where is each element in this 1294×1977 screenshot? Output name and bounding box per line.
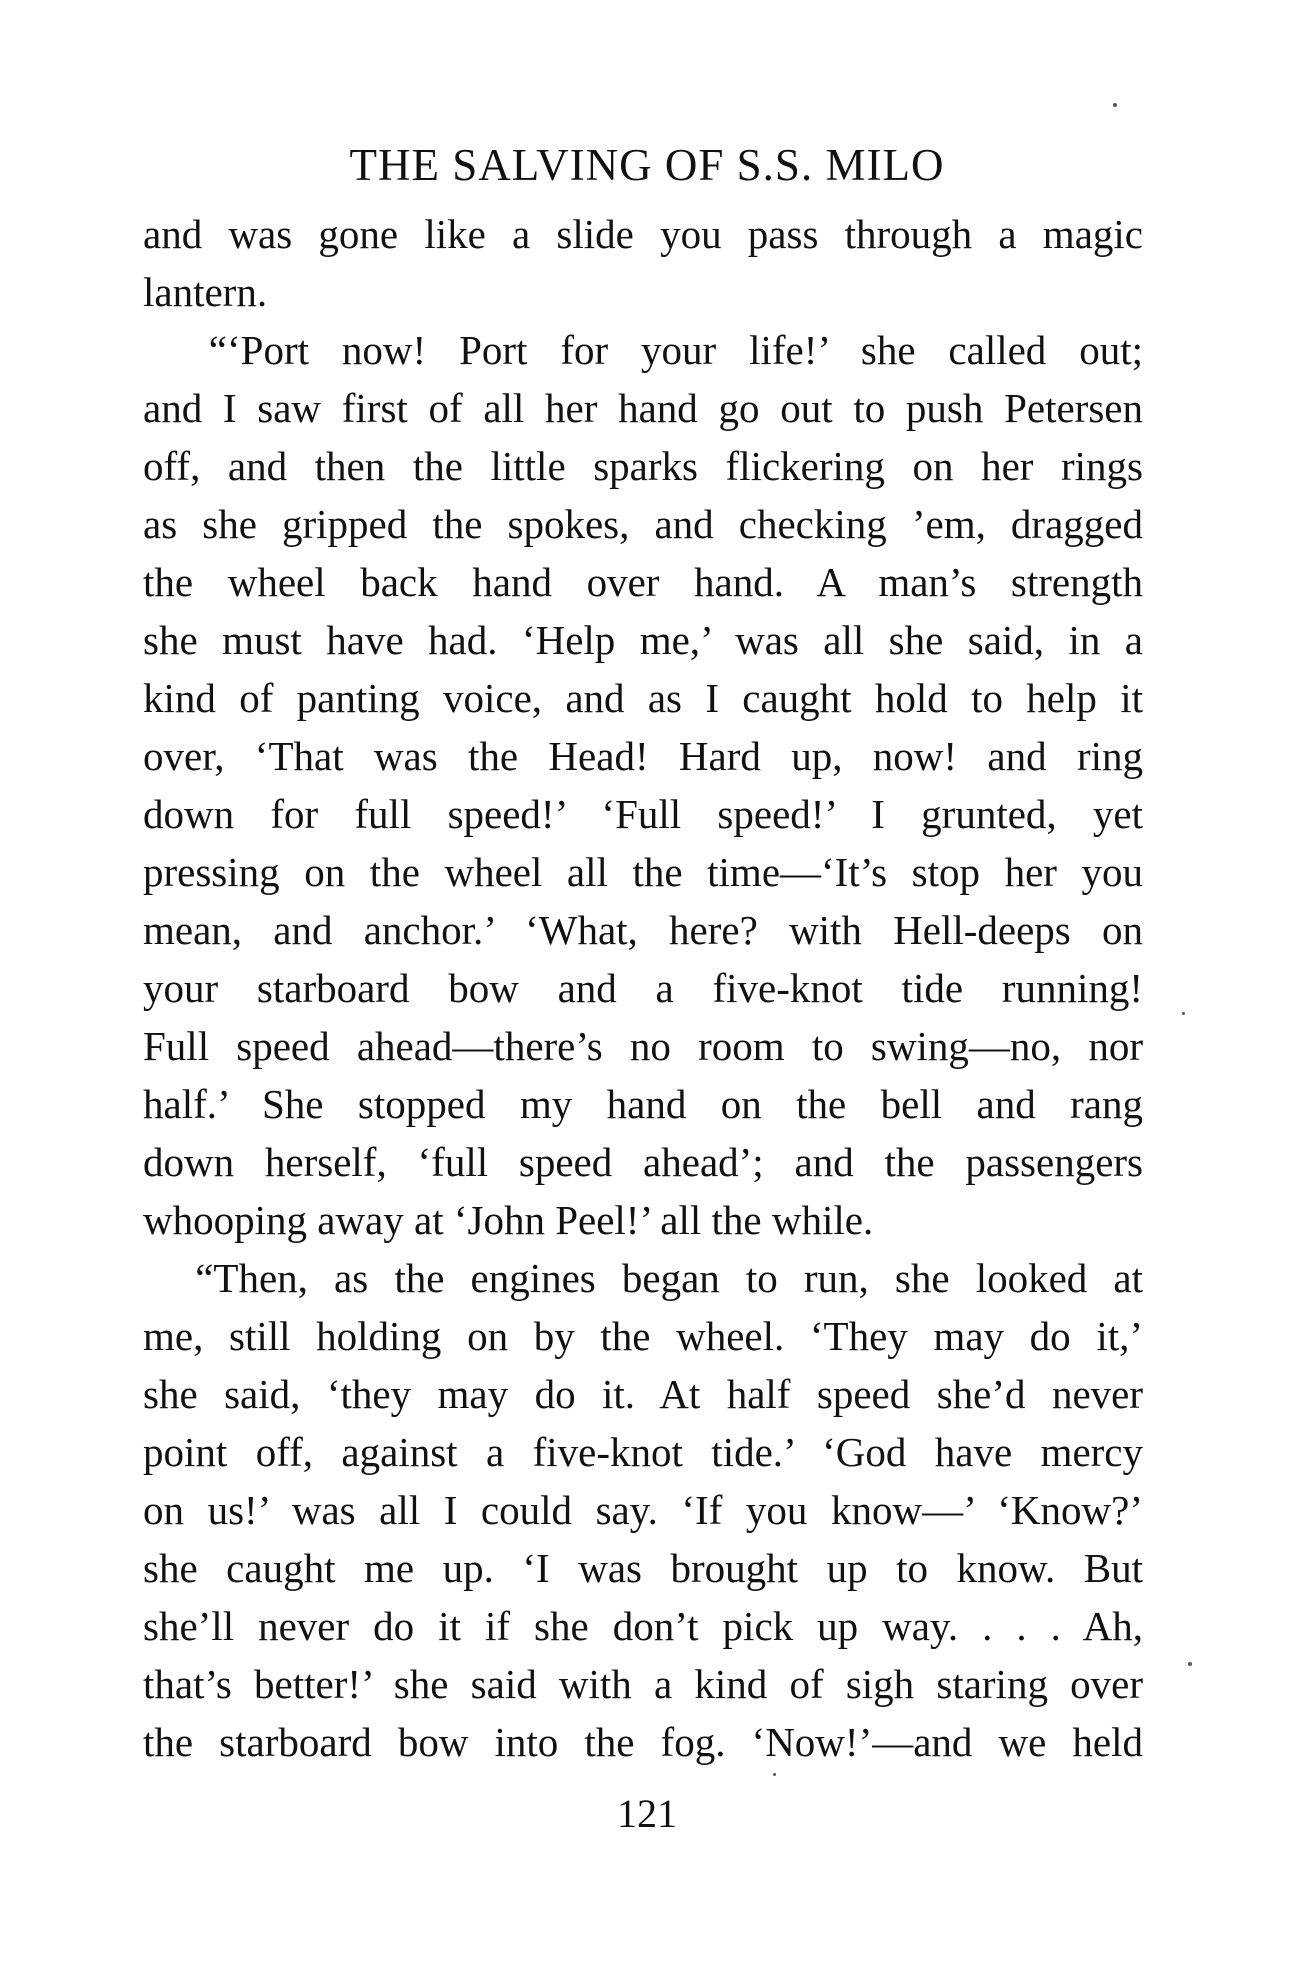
text-line: she must have had. ‘Help me,’ was all she said, in a: [143, 617, 1143, 663]
text-line: down herself, ‘full speed ahead’; and the passengers: [143, 1139, 1143, 1185]
text-line: Full speed ahead—there’s no room to swing—no, nor: [143, 1023, 1143, 1069]
text-line: she’ll never do it if she don’t pick up way. . . . Ah,: [143, 1603, 1143, 1649]
text-line: as she gripped the spokes, and checking ’em, dragged: [143, 501, 1143, 547]
text-line: me, still holding on by the wheel. ‘They may do it,’: [143, 1313, 1143, 1359]
body-text: [143, 205, 1143, 1771]
text-line: over, ‘That was the Head! Hard up, now! and ring: [143, 733, 1143, 779]
text-line: whooping away at ‘John Peel!’ all the while.: [143, 1197, 874, 1243]
page-number: 121: [617, 1791, 677, 1836]
ink-speck: [1113, 103, 1117, 107]
text-line: off, and then the little sparks flickering on her rings: [143, 443, 1143, 489]
ink-speck: [1182, 1012, 1185, 1015]
text-line: and I saw first of all her hand go out to push Petersen: [143, 385, 1143, 431]
text-line: that’s better!’ she said with a kind of sigh staring over: [143, 1661, 1143, 1707]
text-line: down for full speed!’ ‘Full speed!’ I grunted, yet: [143, 791, 1143, 837]
ink-speck: [1188, 1662, 1192, 1666]
text-line: the starboard bow into the fog. ‘Now!’—and we held: [143, 1719, 1143, 1765]
text-line: pressing on the wheel all the time—‘It’s stop her you: [143, 849, 1143, 895]
text-line: point off, against a five-knot tide.’ ‘God have mercy: [143, 1429, 1143, 1475]
ink-speck: [773, 1773, 776, 1776]
text-line: mean, and anchor.’ ‘What, here? with Hell-deeps on: [143, 907, 1143, 953]
text-line: your starboard bow and a five-knot tide running!: [143, 965, 1143, 1011]
text-line: “‘Port now! Port for your life!’ she called out;: [143, 327, 1143, 373]
text-line: half.’ She stopped my hand on the bell and rang: [143, 1081, 1143, 1127]
text-line: she said, ‘they may do it. At half speed she’d never: [143, 1371, 1143, 1417]
running-head: THE SALVING OF S.S. MILO: [349, 140, 945, 190]
text-line: and was gone like a slide you pass through a magic: [143, 211, 1143, 257]
text-line: “Then, as the engines began to run, she looked at: [143, 1255, 1143, 1301]
text-line: on us!’ was all I could say. ‘If you know—’ ‘Know?’: [143, 1487, 1143, 1533]
text-line: she caught me up. ‘I was brought up to know. But: [143, 1545, 1143, 1591]
text-line: the wheel back hand over hand. A man’s strength: [143, 559, 1143, 605]
text-line: lantern.: [143, 269, 268, 315]
text-line: kind of panting voice, and as I caught hold to help it: [143, 675, 1143, 721]
